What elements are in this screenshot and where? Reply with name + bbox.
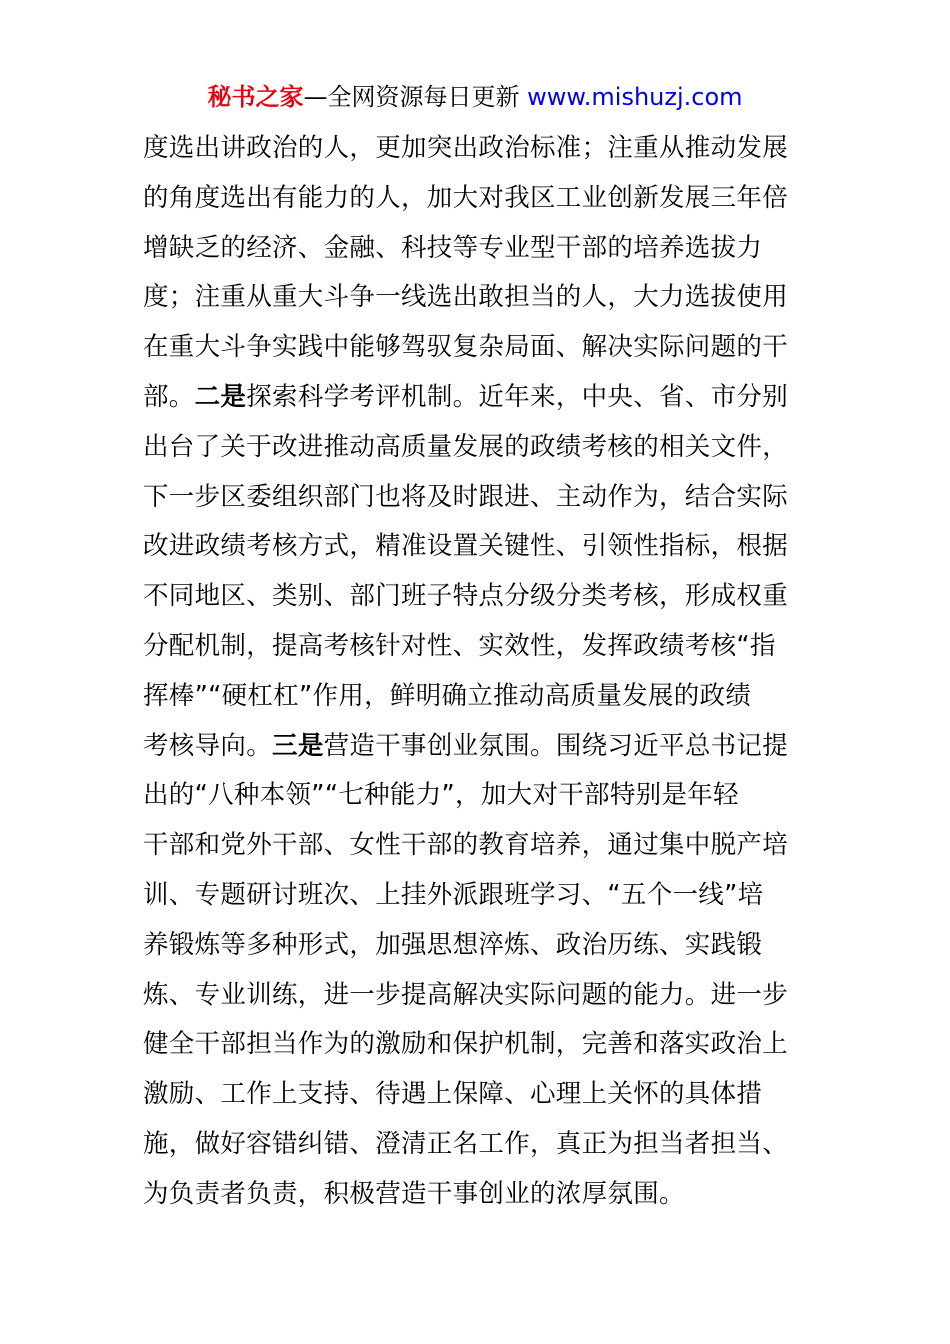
text-line: 出台了关于改进推动高质量发展的政绩考核的相关文件， xyxy=(143,431,789,462)
text-line: 的角度选出有能力的人，加大对我区工业创新发展三年倍 xyxy=(143,182,789,213)
text-line: 挥棒”“硬杠杠”作用，鲜明确立推动高质量发展的政绩 xyxy=(143,680,752,711)
brand-name: 秘书之家 xyxy=(207,83,304,111)
section-marker-three: 三是 xyxy=(272,730,324,761)
text-line: 激励、工作上支持、待遇上保障、心理上关怀的具体措 xyxy=(143,1079,763,1110)
text-line: 出的“八种本领”“七种能力”，加大对干部特别是年轻 xyxy=(143,780,739,811)
text-line: 为负责者负责，积极营造干事创业的浓厚氛围。 xyxy=(143,1178,685,1209)
text-line: 分配机制，提高考核针对性、实效性，发挥政绩考核“指 xyxy=(143,630,776,661)
text-line: 改进政绩考核方式，精准设置关键性、引领性指标，根据 xyxy=(143,531,789,562)
text-line: 度选出讲政治的人，更加突出政治标准；注重从推动发展 xyxy=(143,133,789,163)
text-line: 干部和党外干部、女性干部的教育培养，通过集中脱产培 xyxy=(143,830,789,861)
header-tagline: —全网资源每日更新 xyxy=(303,83,520,111)
text-line: 增缺乏的经济、金融、科技等专业型干部的培养选拔力 xyxy=(143,232,763,263)
page-header xyxy=(0,80,950,114)
text-line: 下一步区委组织部门也将及时跟进、主动作为，结合实际 xyxy=(143,481,789,512)
text-line: 施，做好容错纠错、澄清正名工作，真正为担当者担当、 xyxy=(143,1128,789,1159)
site-url-link[interactable]: www.mishuzj.com xyxy=(527,83,743,111)
text-line: 度；注重从重大斗争一线选出敢担当的人，大力选拔使用 xyxy=(143,282,789,313)
body-text xyxy=(143,124,813,1220)
text-line: 不同地区、类别、部门班子特点分级分类考核，形成权重 xyxy=(143,581,789,612)
text-line: 部。二是探索科学考评机制。近年来，中央、省、市分别 xyxy=(143,381,789,412)
text-line: 在重大斗争实践中能够驾驭复杂局面、解决实际问题的干 xyxy=(143,332,789,363)
text-line: 炼、专业训练，进一步提高解决实际问题的能力。进一步 xyxy=(143,979,789,1010)
text-line: 训、专题研讨班次、上挂外派跟班学习、“五个一线”培 xyxy=(143,879,764,910)
text-line: 健全干部担当作为的激励和保护机制，完善和落实政治上 xyxy=(143,1029,789,1060)
text-line: 考核导向。三是营造干事创业氛围。围绕习近平总书记提 xyxy=(143,730,789,761)
text-line: 养锻炼等多种形式，加强思想淬炼、政治历练、实践锻 xyxy=(143,929,763,960)
section-marker-two: 二是 xyxy=(194,381,247,412)
